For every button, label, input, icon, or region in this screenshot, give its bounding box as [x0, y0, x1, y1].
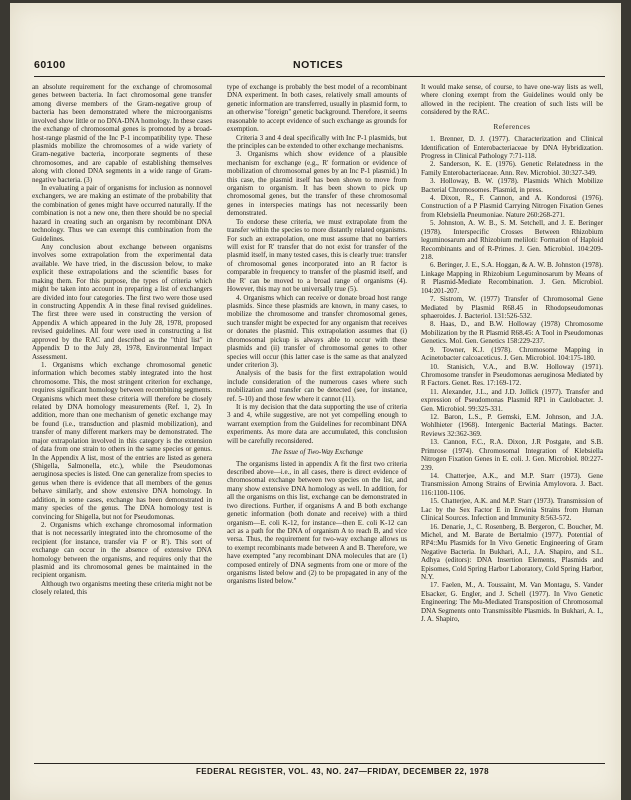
reference-item: 10. Stanisich, V.A., and B.W. Holloway (1971). Chromosome transfer in Pseudomonas aeruginosa Mediated by R Factors. Genet. Res. 17:169-172. [421, 362, 603, 388]
text-column-2 [227, 83, 407, 759]
paragraph: 2. Organisms which exchange chromosomal information that is not necessarily integrated into the chromosome of the recipient (for instance, transfer via F' or R'). This sort of exchange can occur in the absence of extensive DNA homology between the organisms, and requires only that the plasmid and its chromosomal genes be maintained in the recipient organism. [32, 520, 212, 580]
reference-item: 9. Towner, K.J. (1978). Chromosome Mapping in Acinetobacter calcoaceticus. J. Gen. Microbiol. 104:175-180. [421, 345, 603, 363]
paragraph: Any conclusion about exchange between organisms involves some extrapolation from the experimental data available. We have tried, in the discussion below, to make explicit these extrapolations and the scientific bases for making them. For this purpose, the types of criteria which might be taken into account in preparing a list of exchangers are divided into four categories. The first two were those used in constructing Appendix A in these final revised guidelines. The first three were used in constructing the version of Appendix A which appeared in the July 28, 1978, proposed revised guidelines. All four were used in constructing a list approved by the RAC and described as the "third list" in Appendix D to the July 28, 1978, Environmental Impact Assessment. [32, 243, 212, 361]
paragraph: In evaluating a pair of organisms for inclusion as nonnovel exchangers, we are making an estimate of the probability that the combination of genes might have occurred naturally. If the combination is not a new one, then there should be no special hazard in creating such an organism by recombinant DNA technology. Thus we can exempt this combination from the Guidelines. [32, 184, 212, 243]
reference-item: 7. Sistrom, W. (1977) Transfer of Chromosomal Gene Mediated by Plasmid R68.45 in Rhodopseudomonas sphaeroides. J. Bacteriol. 131:526-532. [421, 295, 603, 320]
paragraph: Criteria 3 and 4 deal specifically with Inc P-1 plasmids, but the principles can be extended to other exchange mechanisms. [227, 133, 407, 150]
text-column-1 [32, 83, 212, 759]
paragraph: 1. Organisms which exchange chromosomal genetic information which becomes stably integrated into the host chromosome. This, the most stringent criterion for exchange, requires significant homology between recombining segments. Organisms which meet these criteria will therefore be closely related by DNA homology measurements (Ref. 1, 2). In addition, more than one mechanism of genetic exchange may be found (i.e., transduction and plasmid mobilization), and transfer of many different markers may be demonstrated. The major extrapolation involved in this category is the extension of data from one strain to others in the same species or genus. In the Appendix A list, most of the entries are listed as genera (Shigella, Salmonella, etc.), while the Pseudomonas aeruginosa species is listed. One can generalize from species to genus when there is evidence that all members of the genus behave similarly, and show extensive DNA homology. In addition, in some cases, exchange has been demonstrated in many species of the genus. The DNA homology test is convincing for Shigella, but not for Pseudomonas. [32, 360, 212, 521]
header-rule [34, 76, 605, 77]
page-number: 60100 [34, 59, 66, 71]
reference-item: 6. Beringer, J. E., S.A. Hoggan, & A. W. B. Johnston (1978). Linkage Mapping in Rhizobium Leguminosarum by Means of R Plasmid-Mediate Recombination. J. Gen. Microbiol. 104:201-207. [421, 261, 603, 295]
paragraph: an absolute requirement for the exchange of chromosomal genes between bacteria. In fact chromosomal gene transfer among diverse members of the Gram-negative group of bacteria has been demonstrated where the microorganisms involved show little or no DNA-DNA homology. In these cases the exchange of chromosomal genes is promoted by a broad-host-range plasmid of the Inc P-1 incompatibility type. These plasmids mobilize the chromosomes of a wide variety of Gram-negative bacteria, incorporate segments of these chromosomes, and are capable of establishing themselves along with cloned DNA segments in a wide range of Gram-negative bacteria. (3) [32, 83, 212, 184]
text-column-3 [421, 83, 603, 759]
reference-item: 3. Holloway, B. W. (1978). Plasmids Which Mobilize Bacterial Chromosomes. Plasmid, in press. [421, 177, 603, 194]
footer-rule [34, 763, 605, 764]
reference-item: 12. Baron, L.S., P. Gemski, E.M. Johnson, and J.A. Wohlhieter (1968). Intergenic Bacterial Matings. Bacter. Reviews 32:362-369. [421, 413, 603, 438]
references-heading: References [493, 122, 531, 131]
reference-item: 13. Cannon, F.C., R.A. Dixon, J.R Postgate, and S.B. Primrose (1974). Chromosomal Integration of Klebsiella Nitrogen Fixation Genes in E. coli. J. Gen. Microbiol. 80:227-239. [421, 438, 603, 472]
reference-item: 11. Alexander, J.L., and J.D. Jollick (1977). Transfer and expression of Pseudomonas Plasmid RP1 in Caulobacter. J. Gen. Microbiol. 99:325-331. [421, 387, 603, 413]
paragraph: It would make sense, of course, to have one-way lists as well, where cloning exempt from the Guidelines would only be allowed in the recipient. The creation of such lists will be considered by the RAC. [421, 83, 603, 117]
paragraph: Although two organisms meeting these criteria might not be closely related, this [32, 579, 212, 597]
paragraph: To endorse these criteria, we must extrapolate from the transfer within the species to more distantly related organisms. For such an extrapolation, one must assume that no barriers will exist for R' transfer that do not exist for transfer of the plasmid itself, in many tested cases, this is clearly true: transfer of chromosomal genes incorporated into an R factor is comparable in frequency to transfer of the plasmid itself, and the R' can be moved to a broad range of organisms (4). However, this may not be universally true (5). [227, 217, 407, 294]
document-page [10, 3, 621, 800]
reference-item: 15. Chatterjee, A.K. and M.P. Starr (1973). Transmission of Lac by the Sex Factor E in Erwinia Strains from Human Clinical Sources. Infection and Immunity 8:563-572. [421, 497, 603, 523]
page-footer: FEDERAL REGISTER, VOL. 43, NO. 247—FRIDAY, DECEMBER 22, 1978 [196, 767, 489, 776]
paragraph: type of exchange is probably the best model of a recombinant DNA experiment. In both cases, relatively small amounts of genetic information are transferred, usually in plasmid form, to an otherwise "foreign" genetic background. Therefore, it seems reasonable to accept evidence of such exchange as grounds for exemption. [227, 83, 407, 134]
page-header-title: NOTICES [293, 59, 344, 71]
paragraph: 3. Organisms which show evidence of a plausible mechanism for exchange (e.g., R' formation or evidence of mobilization of chromosomal genes by an Inc P-1 plasmid.) In this case, the plasmid itself has been shown to move from organism to organism. It has been shown to pick up chromosomal genes, but the transfer of these chromosomal genes in interspecies matings has not necessarily been demonstrated. [227, 150, 407, 218]
paragraph: 4. Organisms which can receive or donate broad host range plasmids. Since these plasmids are known, in many cases, to mobilize the chromosome and transfer chromosomal genes, such transfer might be expected for any organism that receives or donates the plasmid. This extrapolation assumes that (i) chromosomal pickup is always able to occur with these plasmids and (ii) transfer of chromosomal genes to other species will occur (this latter case is the same as that analyzed under criterion 3). [227, 293, 407, 369]
reference-item: 4. Dixon, R., F. Cannon, and A. Kondorosi (1976). Construction of a P Plasmid Carrying Nitrogen Fixation Genes from Klebsiella Pneumoniae. Nature 260:268-271. [421, 194, 603, 219]
reference-item: 5. Johnston, A. W. B., S. M. Setchell, and J. E. Beringer (1978). Interspecific Crosses Between Rhizobium leguminosarum and Rhizobium meliloti: Formation of Haploid Recombinants and of R-Primes. J. Gen. Microbiol. 104:209-218. [421, 219, 603, 262]
reference-item: 8. Haas, D., and B.W. Holloway (1978) Chromosome Mobilization by the R Plasmid R68.45: A Tool in Pseudomonas Genetics. Mol. Gen. Genetics 158:229-237. [421, 320, 603, 346]
reference-item: 2. Sanderson, K. E. (1976). Genetic Relatedness in the Family Enterobacteriaceae. Ann. Rev. Microbiol. 30:327-349. [421, 160, 603, 177]
references-list [421, 135, 603, 623]
paragraph: Analysis of the basis for the first extrapolation would include consideration of the numerous cases where such mobilization and transfer can be detected (see, for instance, ref. 5-10) and those few where it cannot (11). [227, 369, 407, 403]
reference-item: 14. Chatterjee, A.K., and M.P. Starr (1973). Gene Transmission Among Strains of Erwinia Amylovora. J. Bact. 116:1100-1106. [421, 471, 603, 497]
paragraph: The organisms listed in appendix A fit the first two criteria described above—i.e., in all cases, there is direct evidence of chromosomal exchange between two species on the list, and many show extensive DNA homology as well. In addition, for all the organisms on this list, exchange can be demonstrated in two directions. Further, if organisms A and B both exchange genetic information (both donate and receive) with a third organism—E. coli K-12, for instance—then E. coli K-12 can act as a path for the DNA of organism A to reach B, and vice versa. Thus, the requirement for two-way exchange allows us to exempt recombinants made between A and B. Therefore, we have exempted "any recombinant DNA molecules that are (1) composed entirely of DNA segments from one or more of the organisms listed below and (2) to be propagated in any of the organisms listed below." [227, 459, 407, 586]
section-heading: The Issue of Two-Way Exchange [271, 448, 363, 457]
reference-item: 17. Faelen, M., A. Toussaint, M. Van Montagu, S. Vander Elsacker, G. Engler, and J. Schell (1977). In Vivo Genetic Engineering: The Mu-Mediated Transposition of Chromosomal DNA Segments onto Transmissible Plasmids. In Bukhari, A. I., J. A. Shapiro, [421, 581, 603, 624]
reference-item: 16. Denarie, J., C. Rosenberg, B. Bergeron, C. Boucher, M. Michel, and M. Barate de Bertalmio (1977). Potential of RP4::Mu Plasmids for In Vivo Genetic Engineering of Gram Negative Bacteria. In Bukhari, A.I., J.A. Shapiro, and S.L. Adhya (editors): DNA Insertion Elements, Plasmids and Episomes, Cold Spring Harbor Laboratory, Cold Spring Harbor, N.Y. [421, 522, 603, 582]
paragraph: It is my decision that the data supporting the use of criteria 3 and 4, while suggestive, are not yet compelling enough to warrant exemption from the Guidelines for recombinant DNA experiments. As more data are accumulated, this conclusion will be carefully reconsidered. [227, 403, 407, 445]
reference-item: 1. Brenner, D. J. (1977). Characterization and Clinical Identification of Enterobacteriaceae by DNA Hybridization. Progress in Clinical Pathology 7:71-118. [421, 135, 603, 160]
